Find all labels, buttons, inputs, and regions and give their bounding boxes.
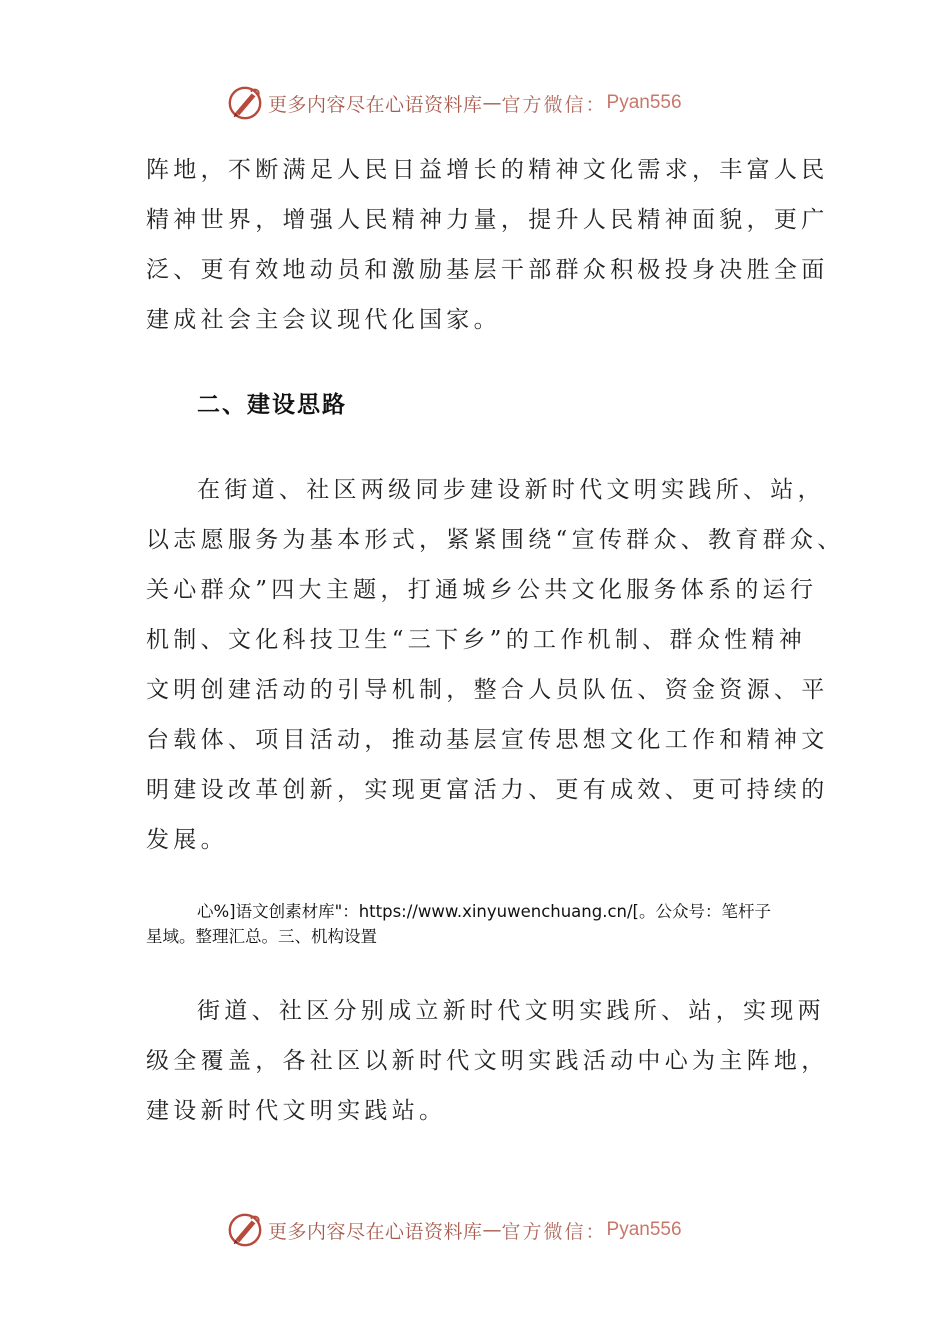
paragraph2-line: 以志愿服务为基本形式，紧紧围绕“宣传群众、教育群众、	[146, 527, 845, 553]
footer-watermark-banner	[226, 1210, 682, 1250]
paragraph2-line: 机制、文化科技卫生“三下乡”的工作机制、群众性精神	[146, 627, 807, 653]
paragraph1-line: 建成社会主会议现代化国家。	[146, 307, 501, 333]
paragraph3-line: 街道、社区分别成立新时代文明实践所、站，实现两	[197, 998, 825, 1024]
paragraph2-line: 明建设改革创新，实现更富活力、更有成效、更可持续的	[146, 777, 829, 803]
header-wechat-label: 官方微信：	[501, 93, 607, 116]
pen-logo-icon	[226, 1211, 264, 1249]
paragraph2-line: 文明创建活动的引导机制，整合人员队伍、资金资源、平	[146, 677, 829, 703]
paragraph1-line: 精神世界，增强人民精神力量，提升人民精神面貌，更广	[146, 207, 829, 233]
paragraph3-line: 建设新时代文明实践站。	[146, 1098, 447, 1124]
inserted-note-line: 星域。整理汇总。三、机构设置	[146, 927, 377, 946]
paragraph2-line: 发展。	[146, 827, 228, 853]
footer-wechat-label: 官方微信：	[501, 1220, 607, 1243]
paragraph3-line: 级全覆盖，各社区以新时代文明实践活动中心为主阵地，	[146, 1048, 829, 1074]
footer-dash: —	[482, 1219, 502, 1241]
header-wechat-id: Pyan556	[606, 92, 682, 113]
header-dash: —	[482, 92, 502, 114]
paragraph1-line: 泛、更有效地动员和激励基层干部群众积极投身决胜全面	[146, 257, 829, 283]
footer-wechat-id: Pyan556	[606, 1219, 682, 1240]
paragraph1-line: 阵地，不断满足人民日益增长的精神文化需求，丰富人民	[146, 157, 829, 183]
footer-site-text: 更多内容尽在心语资料库	[268, 1220, 483, 1243]
pen-logo-icon	[226, 84, 264, 122]
paragraph2-line: 台载体、项目活动，推动基层宣传思想文化工作和精神文	[146, 727, 829, 753]
paragraph2-line: 在街道、社区两级同步建设新时代文明实践所、站，	[197, 477, 825, 503]
header-site-text: 更多内容尽在心语资料库	[268, 93, 483, 116]
inserted-note-line: 心%]语文创素材库"：https://www.xinyuwenchuang.cn/[。公众号：笔杆子	[197, 902, 771, 921]
section-heading: 二、建设思路	[197, 392, 347, 418]
header-watermark-banner	[226, 83, 682, 123]
paragraph2-line: 关心群众”四大主题，打通城乡公共文化服务体系的运行	[146, 577, 818, 603]
